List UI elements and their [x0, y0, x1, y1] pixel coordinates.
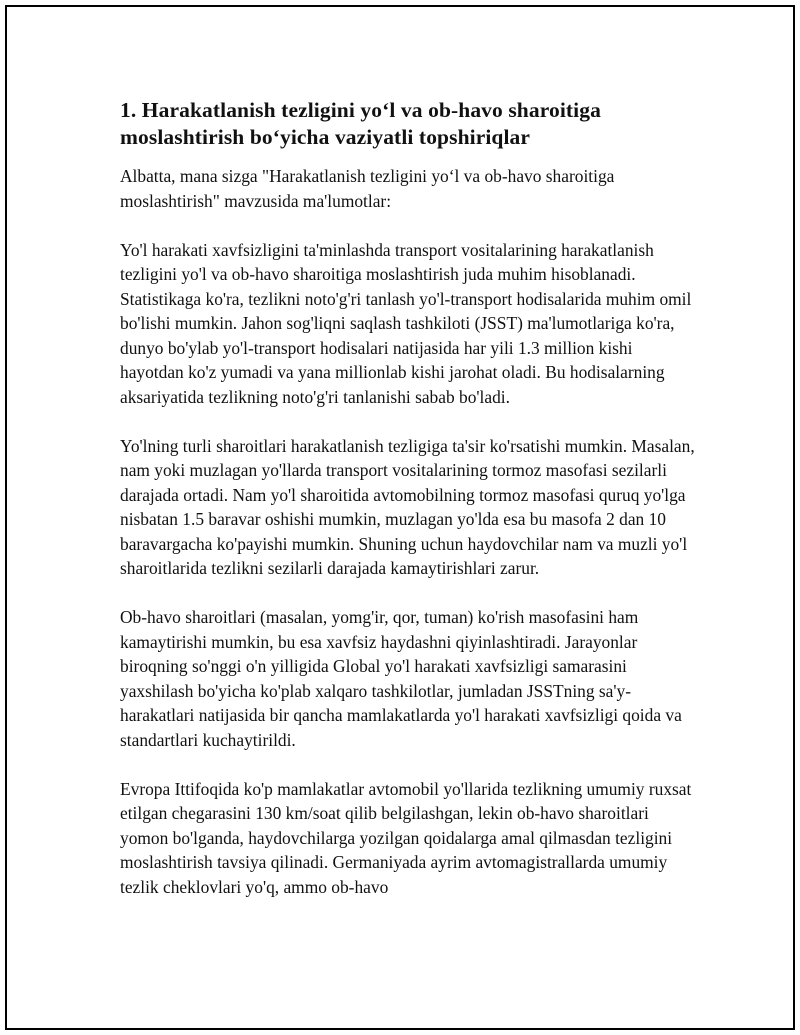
page-frame	[5, 5, 795, 1030]
document-title: 1. Harakatlanish tezligini yo‘l va ob-havo sharoitiga moslashtirish bo‘yicha vaziyatli topshiriqlar	[120, 98, 601, 149]
paragraph-weather-conditions: Ob-havo sharoitlari (masalan, yomg'ir, qor, tuman) ko'rish masofasini ham kamaytirishi mumkin, bu esa xavfsiz haydashni qiyinlashtiradi. Jarayonlar biroqning so'nggi o'n yilligida Global yo'l harakati xavfsizligi samarasini yaxshilash bo'yicha ko'plab xalqaro tashkilotlar, jumladan JSSTning sa'y-harakatlari natijasida bir qancha mamlakatlarda yo'l harakati xavfsizligi qoida va standartlari kuchaytirildi.	[120, 607, 682, 750]
document-body	[120, 97, 700, 924]
paragraph-road-conditions: Yo'lning turli sharoitlari harakatlanish tezligiga ta'sir ko'rsatishi mumkin. Masalan, nam yoki muzlagan yo'llarda transport vositalarining tormoz masofasi sezilarli darajada ortadi. Nam yo'l sharoitida avtomobilning tormoz masofasi quruq yo'lga nisbatan 1.5 baravar oshishi mumkin, muzlagan yo'lda esa bu masofa 2 dan 10 baravargacha ko'payishi mumkin. Shuning uchun haydovchilar nam va muzli yo'l sharoitlarida tezlikni sezilarli darajada kamaytirishlari zarur.	[120, 435, 695, 578]
paragraph-europe-limits: Evropa Ittifoqida ko'p mamlakatlar avtomobil yo'llarida tezlikning umumiy ruxsat etilgan chegarasini 130 km/soat qilib belgilashgan, lekin ob-havo sharoitlari yomon bo'lganda, haydovchilarga yozilgan qoidalarga amal qilmasdan tezligini moslashtirish tavsiya qilinadi. Germaniyada ayrim avtomagistrallarda umumiy tezlik cheklovlari yo'q, ammo ob-havo	[120, 778, 692, 897]
intro-paragraph: Albatta, mana sizga "Harakatlanish tezligini yo‘l va ob-havo sharoitiga moslashtirish" mavzusida ma'lumotlar:	[120, 166, 615, 211]
paragraph-speed-importance: Yo'l harakati xavfsizligini ta'minlashda transport vositalarining harakatlanish tezligini yo'l va ob-havo sharoitiga moslashtirish juda muhim hisoblanadi. Statistikaga ko'ra, tezlikni noto'g'ri tanlash yo'l-transport hodisalarida muhim omil bo'lishi mumkin. Jahon sog'liqni saqlash tashkiloti (JSST) ma'lumotlariga ko'ra, dunyo bo'ylab yo'l-transport hodisalari natijasida har yili 1.3 million kishi hayotdan ko'z yumadi va yana millionlab kishi jarohat oladi. Bu hodisalarning aksariyatida tezlikning noto'g'ri tanlanishi sabab bo'ladi.	[120, 239, 692, 407]
